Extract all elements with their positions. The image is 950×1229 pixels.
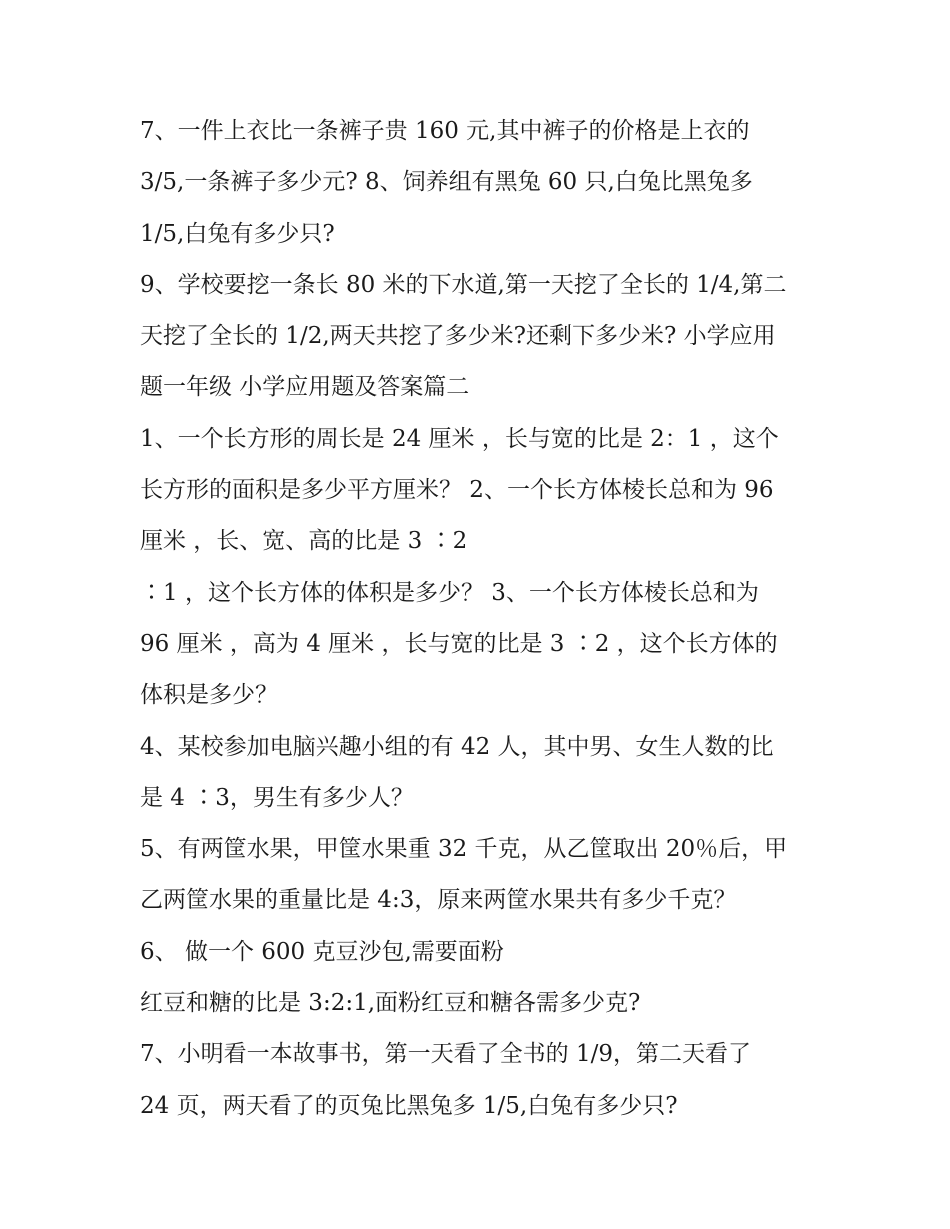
text-line: 题一年级 小学应用题及答案篇二 (140, 374, 470, 401)
text-line: ∶1 ，这个长方体的体积是多少？ 3、一个长方体棱长总和为 (140, 579, 759, 606)
text-line: 24 页，两天看了的页兔比黑兔多 1/5,白兔有多少只? (140, 1092, 678, 1119)
text-line: 体积是多少？ (140, 682, 278, 709)
text-line: 4、某校参加电脑兴趣小组的有 42 人，其中男、女生人数的比 (140, 733, 774, 760)
text-line: 1、一个长方形的周长是 24 厘米 ，长与宽的比是 2：1 ，这个 (140, 425, 779, 452)
text-line: 7、小明看一本故事书，第一天看了全书的 1/9，第二天看了 (140, 1041, 751, 1068)
text-line: 96 厘米 ，高为 4 厘米 ，长与宽的比是 3 ∶2 ，这个长方体的 (140, 630, 778, 657)
text-line: 9、学校要挖一条长 80 米的下水道,第一天挖了全长的 1/4,第二 (140, 271, 787, 298)
text-line: 红豆和糖的比是 3:2:1,面粉红豆和糖各需多少克? (140, 990, 641, 1017)
text-line: 天挖了全长的 1/2,两天共挖了多少米?还剩下多少米? 小学应用 (140, 323, 776, 350)
text-line: 1/5,白兔有多少只? (140, 220, 335, 247)
text-line: 长方形的面积是多少平方厘米？ 2、一个长方体棱长总和为 96 (140, 477, 774, 504)
text-line: 厘米 ，长、宽、高的比是 3 ∶2 (140, 528, 468, 555)
text-line: 3/5,一条裤子多少元? 8、饲养组有黑兔 60 只,白兔比黑兔多 (140, 169, 753, 196)
text-line: 6、 做一个 600 克豆沙包,需要面粉 (140, 938, 504, 965)
text-line: 是 4 ∶3，男生有多少人？ (140, 784, 414, 811)
text-line: 7、一件上衣比一条裤子贵 160 元,其中裤子的价格是上衣的 (140, 118, 750, 144)
document-body (140, 106, 830, 1132)
text-line: 乙两筐水果的重量比是 4:3，原来两筐水果共有多少千克？ (140, 887, 737, 914)
text-line: 5、有两筐水果，甲筐水果重 32 千克，从乙筐取出 20％后，甲 (140, 836, 788, 863)
